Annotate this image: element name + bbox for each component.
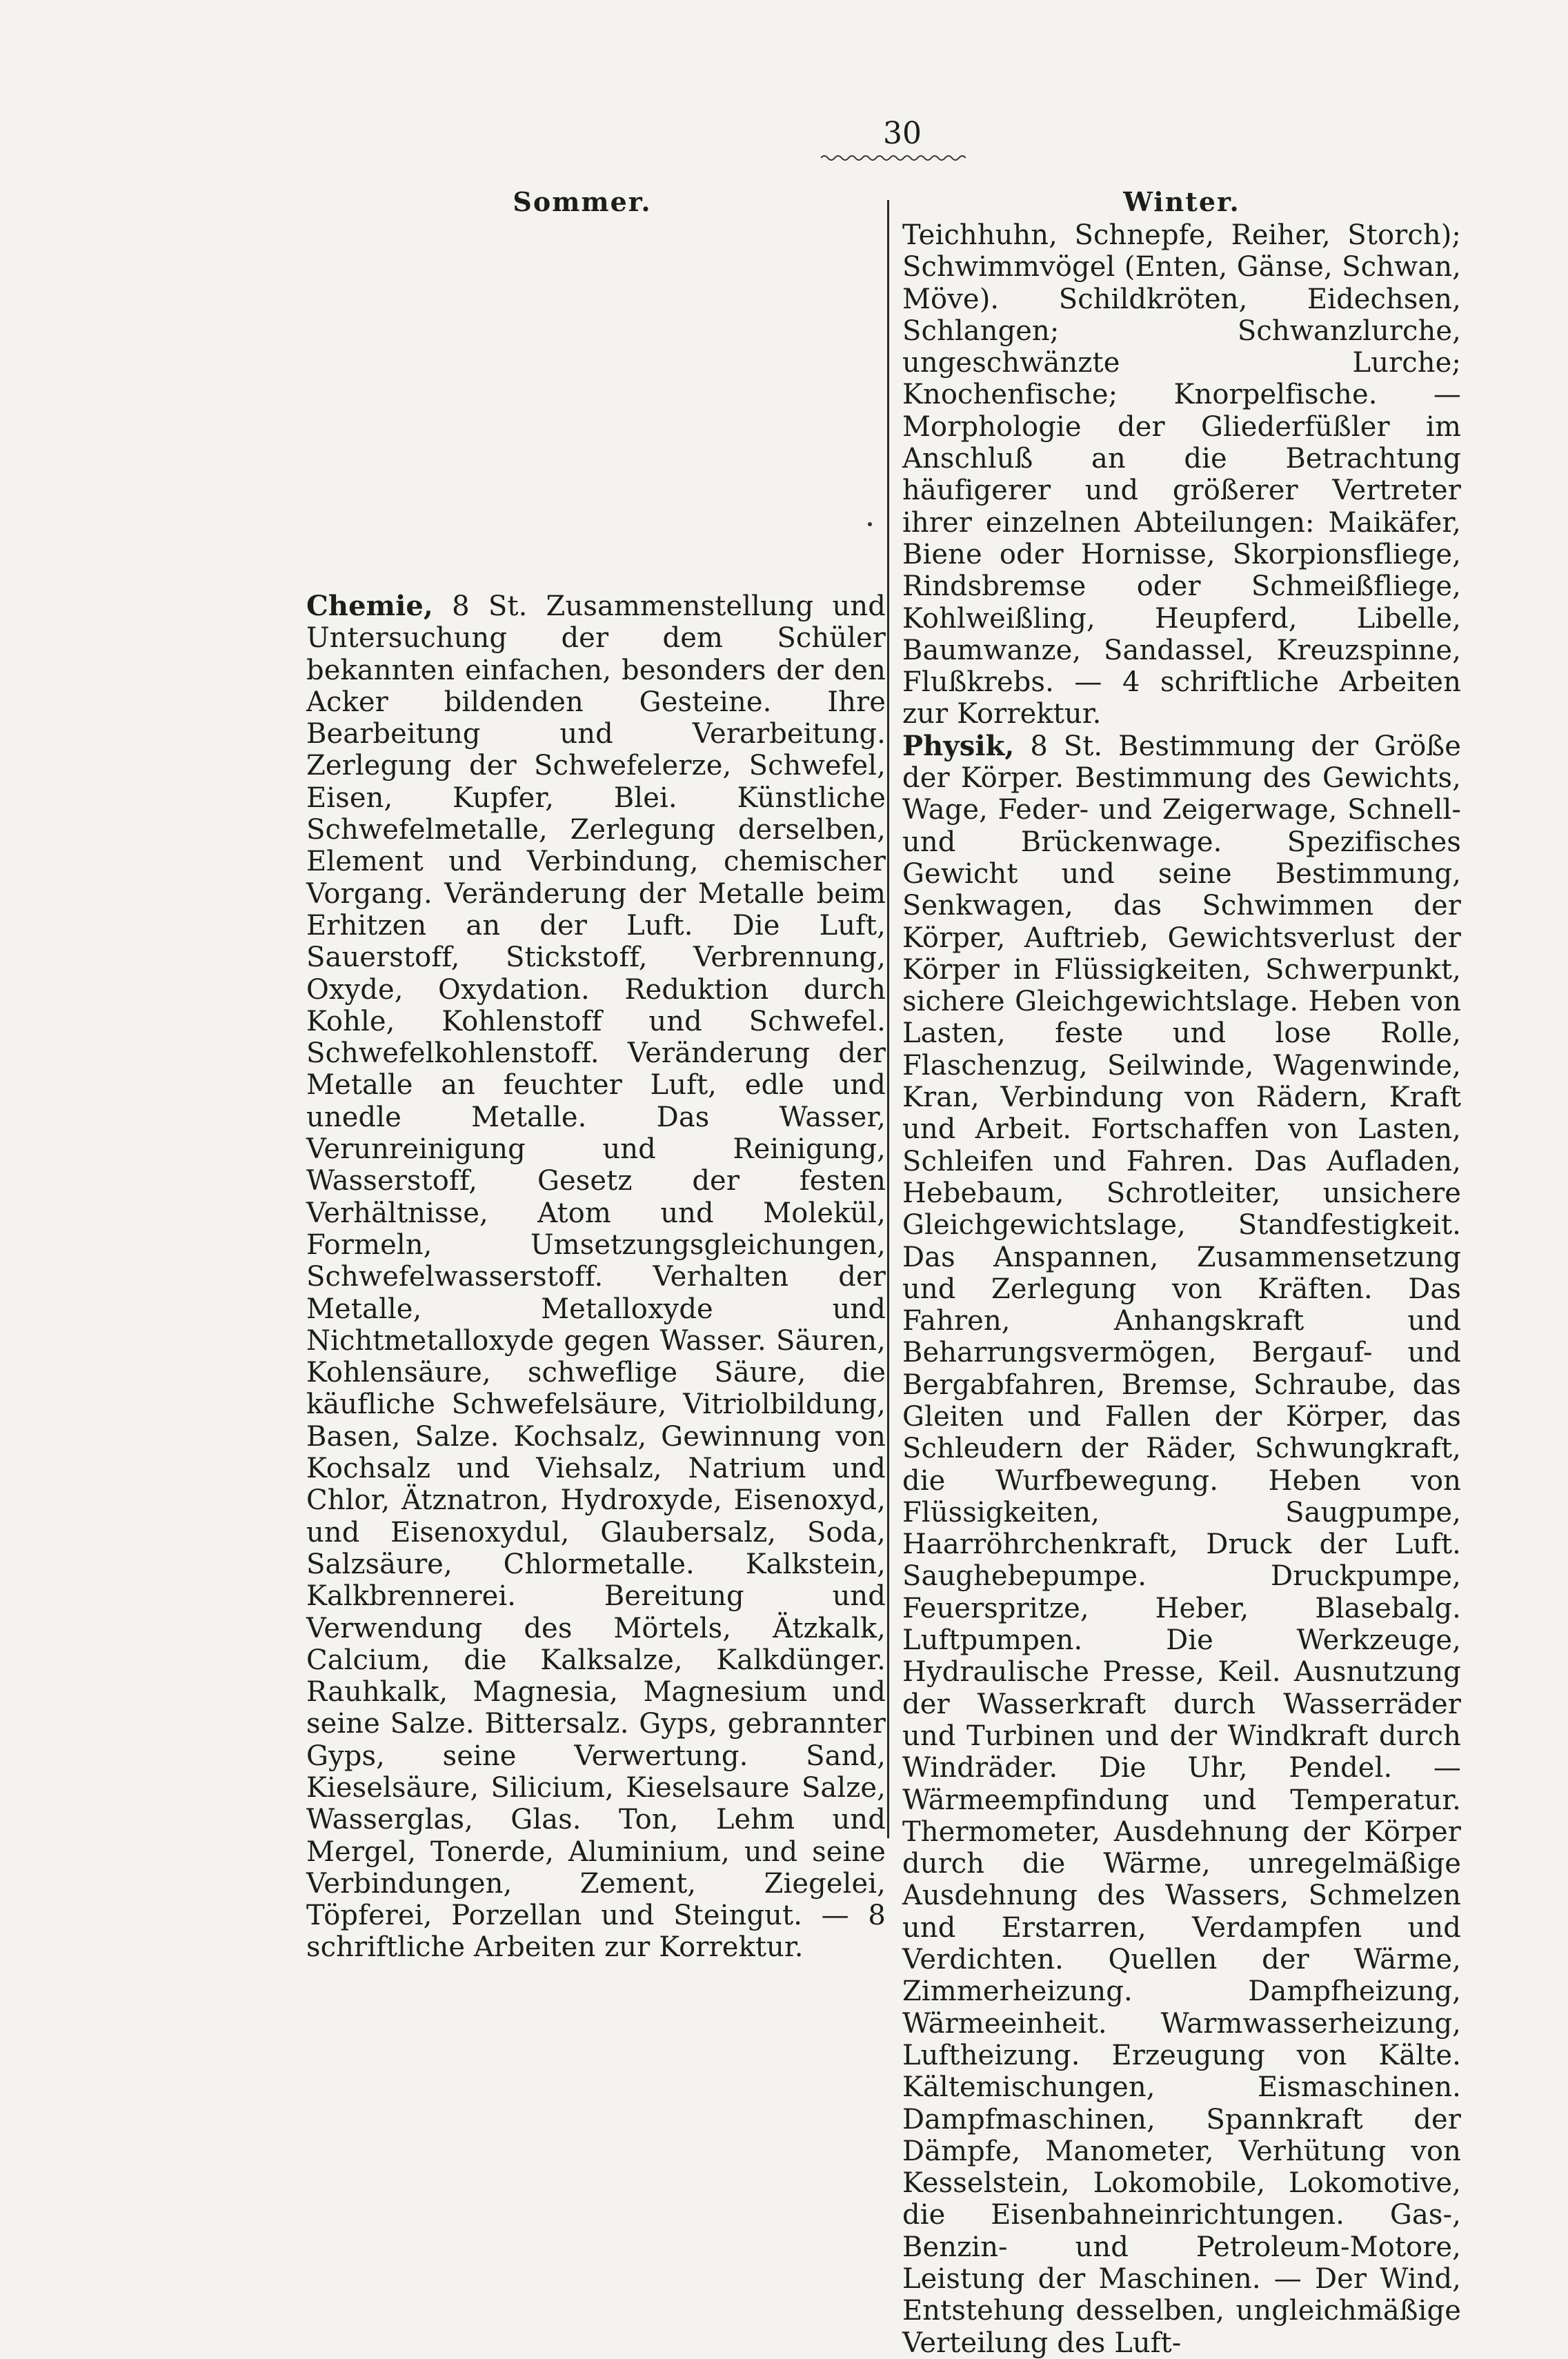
chemistry-paragraph <box>306 590 886 1964</box>
chemistry-lead: Chemie, <box>306 590 433 622</box>
physics-paragraph <box>902 730 1461 2359</box>
summer-column <box>306 186 886 1964</box>
chemistry-text: 8 St. Zusammenstellung und Untersuchung der dem Schüler bekannten einfachen, besonders der den Acker bildenden Gesteine. Ihre Bearbeitung und Verarbeitung. Zerlegung der Schwefelerze, Schwefel, Eisen, Kupfer, Blei. Künstliche Schwefelmetalle, Zerlegung derselben, Element und Verbindung, chemischer Vorgang. Veränderung der Metalle beim Erhitzen an der Luft. Die Luft, Sauerstoff, Stickstoff, Verbrennung, Oxyde, Oxydation. Reduktion durch Kohle, Kohlenstoff und Schwefel. Schwefelkohlenstoff. Veränderung der Metalle an feuchter Luft, edle und unedle Metalle. Das Wasser, Verunreinigung und Reinigung, Wasserstoff, Gesetz der festen Verhältnisse, Atom und Molekül, Formeln, Umsetzungsgleichungen, Schwefelwasserstoff. Verhalten der Metalle, Metalloxyde und Nichtmetalloxyde gegen Wasser. Säuren, Kohlensäure, schweflige Säure, die käufliche Schwefelsäure, Vitriolbildung, Basen, Salze. Kochsalz, Gewinnung von Kochsalz und Viehsalz, Natrium und Chlor, Ätznatron, Hydroxyde, Eisenoxyd, und Eisenoxydul, Glaubersalz, Soda, Salzsäure, Chlormetalle. Kalkstein, Kalkbrennerei. Bereitung und Verwendung des Mörtels, Ätzkalk, Calcium, die Kalksalze, Kalkdünger. Rauhkalk, Magnesia, Magnesium und seine Salze. Bittersalz. Gyps, gebrannter Gyps, seine Verwertung. Sand, Kieselsäure, Silicium, Kieselsaure Salze, Wasserglas, Glas. Ton, Lehm und Mergel, Tonerde, Aluminium, und seine Verbindungen, Zement, Ziegelei, Töpferei, Porzellan und Steingut. — 8 schriftliche Arbeiten zur Korrektur. <box>306 590 886 1964</box>
column-divider <box>887 200 889 1838</box>
zoology-paragraph: Teichhuhn, Schnepfe, Reiher, Storch); Schwimmvögel (Enten, Gänse, Schwan, Möve). Schildkröten, Eidechsen, Schlangen; Schwanzlurche, ungeschwänzte Lurche; Knochenfische; Knorpelfische. — Morphologie der Gliederfüßler im Anschluß an die Betrachtung häufigerer und größerer Vertreter ihrer einzelnen Abteilungen: Maikäfer, Biene oder Hornisse, Skorpionsfliege, Rindsbremse oder Schmeißfliege, Kohlweißling, Heupferd, Libelle, Baumwanze, Sandassel, Kreuzspinne, Flußkrebs. — 4 schriftliche Arbeiten zur Korrektur. <box>902 219 1461 730</box>
margin-mark <box>868 522 872 526</box>
page-number: 30 <box>883 116 922 151</box>
page-number-ornament <box>821 153 966 163</box>
winter-heading: Winter. <box>1123 186 1240 217</box>
winter-column <box>902 186 1461 2359</box>
physics-lead: Physik, <box>902 729 1015 762</box>
summer-heading: Sommer. <box>513 186 652 217</box>
physics-text: 8 St. Bestimmung der Größe der Körper. Bestimmung des Gewichts, Wage, Feder- und Zeigerwage, Schnell- und Brückenwage. Spezifisches Gewicht und seine Bestimmung, Senkwagen, das Schwimmen der Körper, Auftrieb, Gewichtsverlust der Körper in Flüssigkeiten, Schwerpunkt, sichere Gleichgewichtslage. Heben von Lasten, feste und lose Rolle, Flaschenzug, Seilwinde, Wagenwinde, Kran, Verbindung von Rädern, Kraft und Arbeit. Fortschaffen von Lasten, Schleifen und Fahren. Das Aufladen, Hebebaum, Schrotleiter, unsichere Gleichgewichtslage, Standfestigkeit. Das Anspannen, Zusammensetzung und Zerlegung von Kräften. Das Fahren, Anhangskraft und Beharrungsvermögen, Bergauf- und Bergabfahren, Bremse, Schraube, das Gleiten und Fallen der Körper, das Schleudern der Räder, Schwungkraft, die Wurfbewegung. Heben von Flüssigkeiten, Saugpumpe, Haarröhrchenkraft, Druck der Luft. Saughebepumpe. Druckpumpe, Feuerspritze, Heber, Blasebalg. Luftpumpen. Die Werkzeuge, Hydraulische Presse, Keil. Ausnutzung der Wasserkraft durch Wasserräder und Turbinen und der Windkraft durch Windräder. Die Uhr, Pendel. — Wärmeempfindung und Temperatur. Thermometer, Ausdehnung der Körper durch die Wärme, unregelmäßige Ausdehnung des Wassers, Schmelzen und Erstarren, Verdampfen und Verdichten. Quellen der Wärme, Zimmerheizung. Dampfheizung, Wärmeeinheit. Warmwasserheizung, Luftheizung. Erzeugung von Kälte. Kältemischungen, Eismaschinen. Dampfmaschinen, Spannkraft der Dämpfe, Manometer, Verhütung von Kesselstein, Lokomobile, Lokomotive, die Eisenbahneinrichtungen. Gas-, Benzin- und Petroleum-Motore, Leistung der Maschinen. — Der Wind, Entstehung desselben, ungleichmäßige Verteilung des Luft- <box>902 730 1461 2359</box>
blank-space <box>306 219 886 590</box>
